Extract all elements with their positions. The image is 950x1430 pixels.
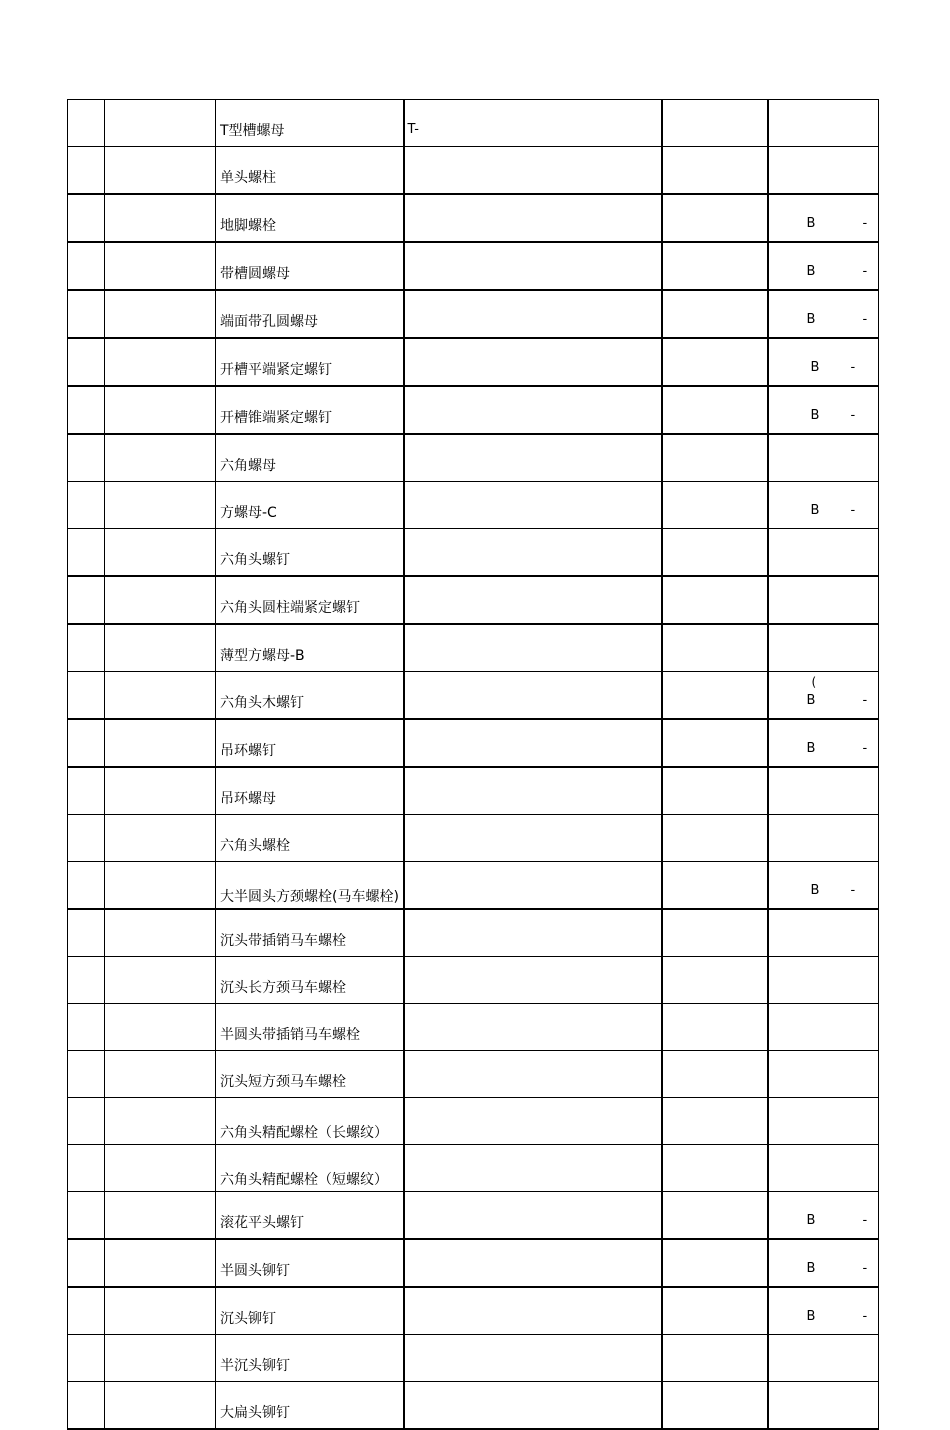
- grade-cell: [768, 194, 879, 242]
- index-cell: [68, 1192, 105, 1240]
- spec-cell: [662, 1335, 768, 1382]
- spec-cell: [662, 386, 768, 434]
- grade-cell: [768, 1051, 879, 1098]
- table-row: [68, 1335, 879, 1382]
- table-row: [68, 1145, 879, 1192]
- grade-cell: [768, 290, 879, 338]
- grade-cell: [768, 482, 879, 529]
- grade-cell: [768, 147, 879, 195]
- name-cell: 大扁头铆钉: [216, 1382, 404, 1430]
- name-cell: 端面带孔圆螺母: [216, 290, 404, 338]
- code-cell: [105, 1382, 216, 1430]
- table-row: [68, 1051, 879, 1098]
- name-cell: 六角头精配螺栓（短螺纹）: [216, 1145, 404, 1192]
- spec-cell: [662, 147, 768, 195]
- name-cell: 开槽锥端紧定螺钉: [216, 386, 404, 434]
- standard-cell: [404, 576, 662, 624]
- index-cell: [68, 386, 105, 434]
- table-row: [68, 100, 879, 147]
- spec-cell: [662, 290, 768, 338]
- code-cell: [105, 434, 216, 482]
- grade-cell: [768, 1382, 879, 1430]
- index-cell: [68, 100, 105, 147]
- standard-cell: T-: [404, 100, 662, 147]
- grade-cell: [768, 862, 879, 910]
- grade-cell: [768, 1192, 879, 1240]
- table-row: [68, 862, 879, 910]
- code-cell: [105, 147, 216, 195]
- index-cell: [68, 672, 105, 720]
- standard-cell: [404, 386, 662, 434]
- name-cell: 半圆头铆钉: [216, 1239, 404, 1287]
- code-cell: [105, 194, 216, 242]
- name-cell: 六角头精配螺栓（长螺纹）: [216, 1098, 404, 1145]
- index-cell: [68, 482, 105, 529]
- code-cell: [105, 672, 216, 720]
- table-row: [68, 957, 879, 1004]
- standard-cell: [404, 624, 662, 672]
- grade-cell: [768, 1239, 879, 1287]
- index-cell: [68, 194, 105, 242]
- name-cell: 六角头螺栓: [216, 815, 404, 862]
- standard-cell: [404, 1098, 662, 1145]
- code-cell: [105, 100, 216, 147]
- standard-cell: [404, 815, 662, 862]
- code-cell: [105, 719, 216, 767]
- standard-cell: [404, 147, 662, 195]
- grade-cell: [768, 1098, 879, 1145]
- code-cell: [105, 1098, 216, 1145]
- standard-cell: [404, 957, 662, 1004]
- table-row: [68, 434, 879, 482]
- standard-cell: [404, 719, 662, 767]
- table-row: [68, 338, 879, 386]
- spec-cell: [662, 1145, 768, 1192]
- name-cell: 开槽平端紧定螺钉: [216, 338, 404, 386]
- table-row: [68, 1239, 879, 1287]
- standard-cell: [404, 338, 662, 386]
- code-cell: [105, 862, 216, 910]
- index-cell: [68, 338, 105, 386]
- spec-cell: [662, 957, 768, 1004]
- index-cell: [68, 957, 105, 1004]
- index-cell: [68, 719, 105, 767]
- name-cell: 薄型方螺母-B: [216, 624, 404, 672]
- code-cell: [105, 1335, 216, 1382]
- grade-letter: B: [806, 312, 816, 327]
- grade-cell: [768, 957, 879, 1004]
- grade-cell: [768, 100, 879, 147]
- grade-cell: [768, 1145, 879, 1192]
- table-row: [68, 1382, 879, 1430]
- grade-cell: [768, 719, 879, 767]
- index-cell: [68, 909, 105, 957]
- grade-cell: [768, 529, 879, 577]
- spec-cell: [662, 576, 768, 624]
- index-cell: [68, 1382, 105, 1430]
- code-cell: [105, 624, 216, 672]
- name-cell: T型槽螺母: [216, 100, 404, 147]
- code-cell: [105, 290, 216, 338]
- standard-cell: [404, 194, 662, 242]
- grade-letter: B: [806, 693, 816, 708]
- grade-dash: -: [862, 1309, 868, 1324]
- code-cell: [105, 242, 216, 290]
- code-cell: [105, 1192, 216, 1240]
- grade-dash: -: [850, 503, 856, 518]
- name-cell: 六角螺母: [216, 434, 404, 482]
- grade-cell: [768, 1004, 879, 1051]
- grade-letter: B: [806, 741, 816, 756]
- name-cell: 带槽圆螺母: [216, 242, 404, 290]
- grade-dash: -: [850, 408, 856, 423]
- index-cell: [68, 862, 105, 910]
- table-row: [68, 1192, 879, 1240]
- index-cell: [68, 147, 105, 195]
- code-cell: [105, 576, 216, 624]
- name-cell: 吊环螺钉: [216, 719, 404, 767]
- code-cell: [105, 815, 216, 862]
- code-cell: [105, 1145, 216, 1192]
- code-cell: [105, 386, 216, 434]
- name-cell: 沉头短方颈马车螺栓: [216, 1051, 404, 1098]
- grade-dash: -: [862, 264, 868, 279]
- index-cell: [68, 576, 105, 624]
- grade-cell: [768, 767, 879, 815]
- code-cell: [105, 1004, 216, 1051]
- index-cell: [68, 529, 105, 577]
- grade-letter: B: [810, 883, 820, 898]
- spec-cell: [662, 1287, 768, 1335]
- grade-dash: -: [850, 883, 856, 898]
- spec-cell: [662, 815, 768, 862]
- grade-letter: B: [806, 216, 816, 231]
- index-cell: [68, 767, 105, 815]
- grade-letter: B: [810, 408, 820, 423]
- code-cell: [105, 529, 216, 577]
- name-cell: 沉头长方颈马车螺栓: [216, 957, 404, 1004]
- open-paren: (: [811, 675, 817, 689]
- spec-cell: [662, 1382, 768, 1430]
- table-row: [68, 576, 879, 624]
- table-row: [68, 909, 879, 957]
- spec-cell: [662, 862, 768, 910]
- standard-cell: [404, 1287, 662, 1335]
- standard-cell: [404, 862, 662, 910]
- grade-cell: [768, 672, 879, 720]
- standard-cell: [404, 672, 662, 720]
- code-cell: [105, 957, 216, 1004]
- standard-cell: [404, 767, 662, 815]
- index-cell: [68, 1335, 105, 1382]
- grade-cell: [768, 338, 879, 386]
- table-row: [68, 767, 879, 815]
- code-cell: [105, 338, 216, 386]
- index-cell: [68, 434, 105, 482]
- grade-cell: [768, 624, 879, 672]
- grade-dash: -: [862, 1261, 868, 1276]
- spec-cell: [662, 1239, 768, 1287]
- grade-cell: [768, 576, 879, 624]
- code-cell: [105, 1051, 216, 1098]
- spec-cell: [662, 672, 768, 720]
- grade-dash: -: [862, 312, 868, 327]
- grade-letter: B: [806, 1309, 816, 1324]
- grade-dash: -: [862, 216, 868, 231]
- grade-letter: B: [806, 1261, 816, 1276]
- table-row: [68, 815, 879, 862]
- standard-cell: [404, 1382, 662, 1430]
- table-row: [68, 386, 879, 434]
- table-row: [68, 672, 879, 720]
- code-cell: [105, 1287, 216, 1335]
- name-cell: 方螺母-C: [216, 482, 404, 529]
- spec-cell: [662, 624, 768, 672]
- index-cell: [68, 1239, 105, 1287]
- grade-cell: [768, 815, 879, 862]
- standard-cell: [404, 242, 662, 290]
- table-row: [68, 719, 879, 767]
- name-cell: 单头螺柱: [216, 147, 404, 195]
- table-row: [68, 529, 879, 577]
- code-cell: [105, 482, 216, 529]
- standard-cell: [404, 1335, 662, 1382]
- spec-cell: [662, 434, 768, 482]
- spec-cell: [662, 194, 768, 242]
- index-cell: [68, 290, 105, 338]
- spec-cell: [662, 529, 768, 577]
- grade-dash: -: [862, 1213, 868, 1228]
- index-cell: [68, 1004, 105, 1051]
- index-cell: [68, 624, 105, 672]
- name-cell: 吊环螺母: [216, 767, 404, 815]
- standard-cell: [404, 1051, 662, 1098]
- grade-letter: B: [806, 264, 816, 279]
- name-cell: 六角头圆柱端紧定螺钉: [216, 576, 404, 624]
- name-cell: 沉头带插销马车螺栓: [216, 909, 404, 957]
- standard-cell: [404, 290, 662, 338]
- spec-cell: [662, 719, 768, 767]
- name-cell: 半圆头带插销马车螺栓: [216, 1004, 404, 1051]
- name-cell: 地脚螺栓: [216, 194, 404, 242]
- spec-cell: [662, 1192, 768, 1240]
- name-cell: 六角头木螺钉: [216, 672, 404, 720]
- table-row: [68, 147, 879, 195]
- index-cell: [68, 1051, 105, 1098]
- table-row: [68, 1287, 879, 1335]
- name-cell: 沉头铆钉: [216, 1287, 404, 1335]
- index-cell: [68, 1287, 105, 1335]
- table-body: [68, 100, 879, 1430]
- grade-dash: -: [862, 693, 868, 708]
- grade-cell: [768, 242, 879, 290]
- code-cell: [105, 909, 216, 957]
- standard-cell: [404, 1145, 662, 1192]
- spec-cell: [662, 909, 768, 957]
- spec-cell: [662, 338, 768, 386]
- spec-cell: [662, 242, 768, 290]
- table-row: [68, 290, 879, 338]
- spec-cell: [662, 767, 768, 815]
- index-cell: [68, 815, 105, 862]
- index-cell: [68, 242, 105, 290]
- fastener-table: [67, 99, 879, 1430]
- grade-letter: B: [806, 1213, 816, 1228]
- standard-cell: [404, 1004, 662, 1051]
- table-row: [68, 1004, 879, 1051]
- standard-cell: [404, 482, 662, 529]
- grade-cell: [768, 1287, 879, 1335]
- spec-cell: [662, 482, 768, 529]
- index-cell: [68, 1145, 105, 1192]
- grade-letter: B: [810, 360, 820, 375]
- standard-cell: [404, 529, 662, 577]
- spec-cell: [662, 1051, 768, 1098]
- grade-cell: [768, 1335, 879, 1382]
- table-row: [68, 482, 879, 529]
- grade-letter: B: [810, 503, 820, 518]
- table-row: [68, 624, 879, 672]
- name-cell: 六角头螺钉: [216, 529, 404, 577]
- spec-cell: [662, 1004, 768, 1051]
- name-cell: 半沉头铆钉: [216, 1335, 404, 1382]
- table-row: [68, 1098, 879, 1145]
- name-cell: 大半圆头方颈螺栓(马车螺栓): [216, 862, 404, 910]
- name-cell: 滚花平头螺钉: [216, 1192, 404, 1240]
- spec-cell: [662, 1098, 768, 1145]
- standard-cell: [404, 434, 662, 482]
- grade-cell: [768, 434, 879, 482]
- standard-cell: [404, 909, 662, 957]
- code-cell: [105, 1239, 216, 1287]
- index-cell: [68, 1098, 105, 1145]
- grade-cell: [768, 909, 879, 957]
- standard-cell: [404, 1239, 662, 1287]
- grade-cell: [768, 386, 879, 434]
- grade-dash: -: [862, 741, 868, 756]
- table-row: [68, 242, 879, 290]
- spec-cell: [662, 100, 768, 147]
- grade-dash: -: [850, 360, 856, 375]
- code-cell: [105, 767, 216, 815]
- table-row: [68, 194, 879, 242]
- standard-cell: [404, 1192, 662, 1240]
